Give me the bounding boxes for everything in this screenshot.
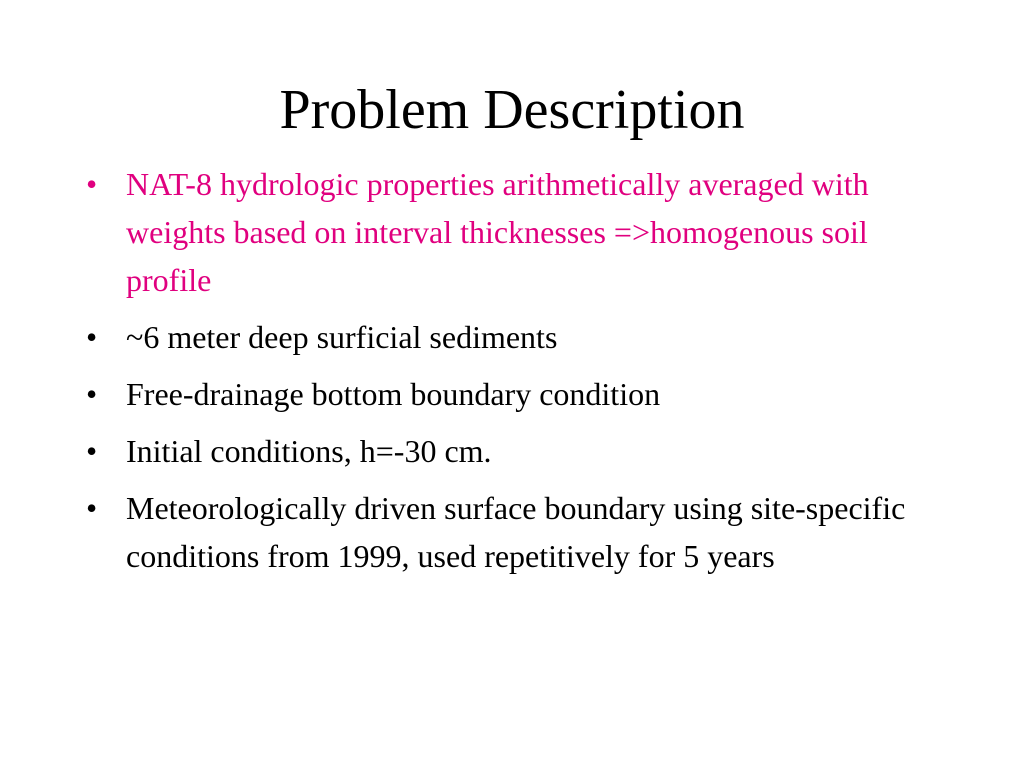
bullet-marker: •	[86, 166, 98, 202]
bullet-text-1: NAT-8 hydrologic properties arithmetically averaged with weights based on interval thicknesses =>homogenous soil profile	[126, 166, 869, 298]
bullet-marker: •	[86, 319, 98, 355]
bullet-item-4	[86, 427, 926, 475]
bullet-marker: •	[86, 376, 98, 412]
bullet-item-2	[86, 313, 926, 361]
bullet-text-2: ~6 meter deep surficial sediments	[126, 319, 558, 355]
bullet-item-5	[86, 484, 926, 580]
bullet-text-5: Meteorologically driven surface boundary using site-specific conditions from 1999, used repetitively for 5 years	[126, 490, 906, 574]
slide-title: Problem Description	[279, 79, 745, 141]
bullet-item-1	[86, 160, 926, 304]
bullet-marker: •	[86, 490, 98, 526]
bullet-text-4: Initial conditions, h=-30 cm.	[126, 433, 492, 469]
bullet-marker: •	[86, 433, 98, 469]
bullet-text-3: Free-drainage bottom boundary condition	[126, 376, 661, 412]
bullet-list	[86, 160, 926, 589]
bullet-item-3	[86, 370, 926, 418]
